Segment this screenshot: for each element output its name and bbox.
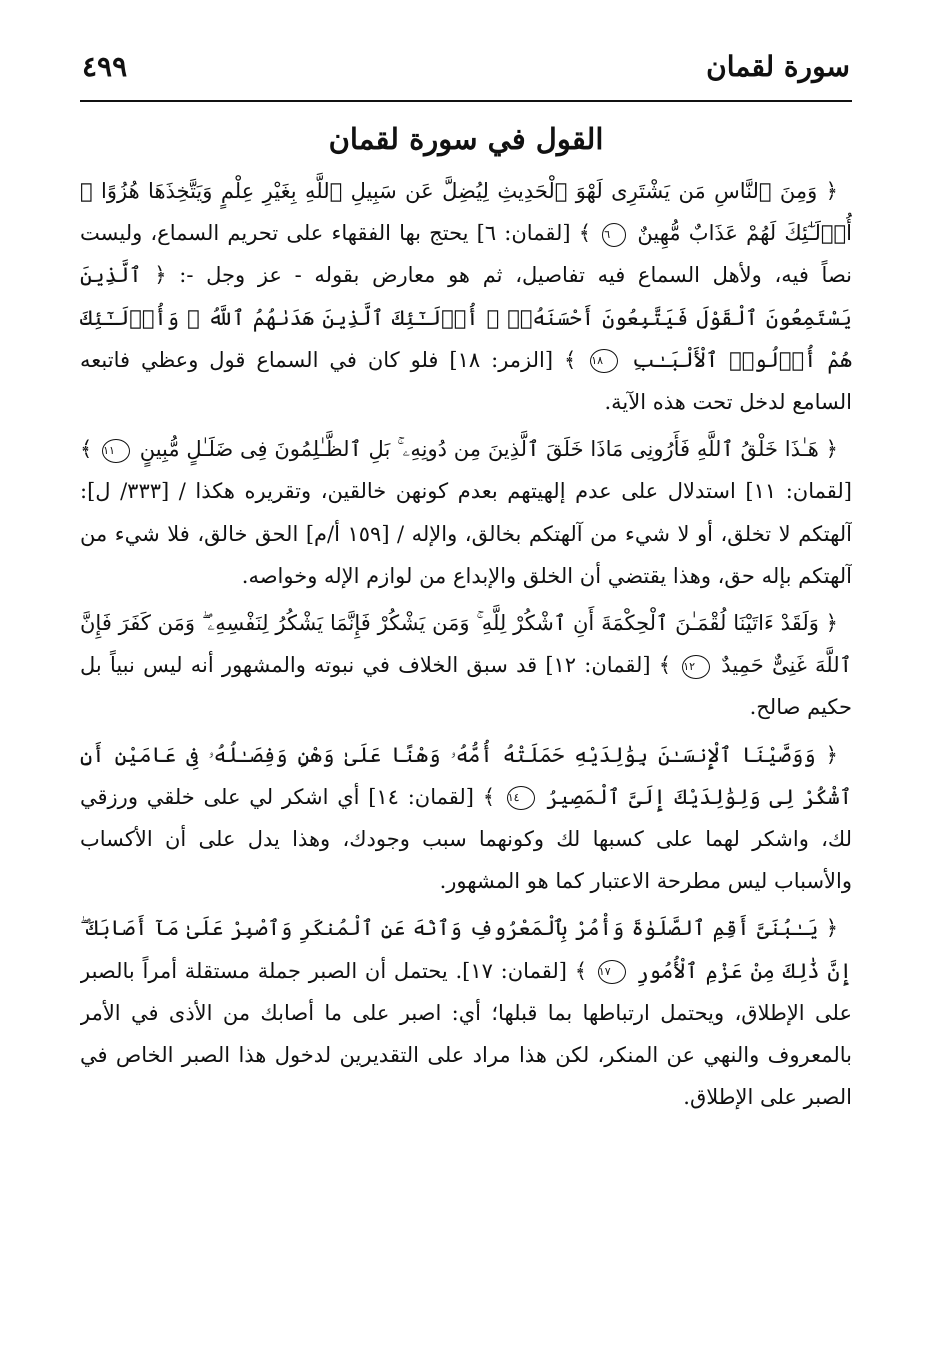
paragraph-4 [80,734,852,903]
quran-close-bracket: ﴾ [578,221,592,246]
quran-open-bracket: ﴿ [825,437,838,462]
quran-open-bracket: ﴿ [825,916,838,941]
commentary-text: يحتمل أن الصبر جملة مستقلة أمراً بالصبر على الإطلاق، ويحتمل ارتباطها بما قبلها؛ أي: اصبر على ما أصابك من الأذى في الأمر بالمعروف والنهي عن المنكر، لكن هذا مراد على التقديرين لدخول هذا الصبر الخاص في الصبر على الإطلاق. [80,958,852,1110]
quran-close-bracket: ﴾ [482,784,495,809]
quran-verse: ٱلَّذِينَ يَسْتَمِعُونَ ٱلْقَوْلَ فَيَتَّبِعُونَ أَحْسَنَهُۥٓ ۚ أُو۟لَـٰٓئِكَ ٱلَّذِينَ هَدَىٰهُمُ ٱللَّهُ ۖ وَأُو۟لَـٰٓئِكَ هُمْ أُو۟لُوا۟ ٱلْأَلْبَـٰبِ [80,263,852,372]
header-divider [80,100,852,102]
quran-open-bracket: ﴿ [825,742,838,767]
running-header-surah: سورة لقمان [706,50,850,83]
commentary-text: قد سبق الخلاف في نبوته والمشهور أنه ليس نبياً بل حكيم صالح. [80,653,852,720]
verse-reference: [لقمان: ١٧]. [455,958,567,983]
commentary-text: يحتج بها الفقهاء على تحريم السماع، وليست نصاً فيه، ولأهل السماع فيه تفاصيل، ثم هو معارض بقوله - عز وجل -: [80,221,852,288]
commentary-text: أي اشكر لي على خلقي ورزقي لك، واشكر لهما على كسبها لك وكونهما سبب وجودك، وهذا يدل على أن الأكساب والأسباب ليس مطرحة الاعتبار كما هو المشهور. [80,784,852,894]
aya-number-marker: ١١ [102,439,130,463]
quran-close-bracket: ﴾ [574,958,588,983]
aya-number-marker: ١٧ [598,960,626,984]
quran-open-bracket: ﴿ [825,179,838,203]
verse-reference: [لقمان: ٦] [476,221,571,246]
paragraph-3 [80,602,852,729]
aya-number-marker: ١٢ [682,655,710,679]
section-title: القول في سورة لقمان [328,122,604,156]
aya-number-marker: ١٨ [590,349,618,373]
quran-open-bracket: ﴿ [825,611,838,636]
aya-number-marker: ١٤ [507,786,535,810]
quran-verse: يَـٰبُنَىَّ أَقِمِ ٱلصَّلَوٰةَ وَأْمُرْ بِٱلْمَعْرُوفِ وَٱنْهَ عَنِ ٱلْمُنكَرِ وَٱصْبِرْ عَلَىٰ مَآ أَصَابَكَ ۖ إِنَّ ذَٰلِكَ مِنْ عَزْمِ ٱلْأُمُورِ [80,916,852,983]
commentary-text: استدلال على عدم إلهيتهم بعدم كونهن خالقين، وتقريره هكذا / [٣٣٣/ ل]: آلهتكم لا تخلق، أو لا شيء من آلهتكم بخالق، والإله / [١٥٩ أ/م] الحق خالق، فلا شيء من آلهتكم بإله حق، وهذا يقتضي أن الخلق والإبداع من لوازم الإله وخواصه. [80,479,852,588]
quran-verse: وَلَقَدْ ءَاتَيْنَا لُقْمَـٰنَ ٱلْحِكْمَةَ أَنِ ٱشْكُرْ لِلَّهِ ۚ وَمَن يَشْكُرْ فَإِنَّمَا يَشْكُرُ لِنَفْسِهِۦ ۖ وَمَن كَفَرَ فَإِنَّ ٱللَّهَ غَنِىٌّ حَمِيدٌ [80,611,852,678]
paragraph-5 [80,907,852,1118]
commentary-text: فلو كان في السماع قول وعظي فاتبعه السامع لدخل تحت هذه الآية. [80,347,852,415]
quran-close-bracket: ﴾ [564,347,577,372]
quran-verse: وَمِنَ ٱلنَّاسِ مَن يَشْتَرِى لَهْوَ ٱلْحَدِيثِ لِيُضِلَّ عَن سَبِيلِ ٱللَّهِ بِغَيْرِ عِلْمٍ وَيَتَّخِذَهَا هُزُوًا ۚ أُو۟لَـٰٓئِكَ لَهُمْ عَذَابٌ مُّهِينٌ [80,179,852,246]
verse-reference: [الزمر: ١٨] [449,347,554,372]
page-body [80,170,852,1320]
verse-reference: [لقمان: ١٢] [545,653,651,678]
quran-open-bracket: ﴿ [154,263,167,288]
aya-number-marker: ٦ [602,223,626,247]
paragraph-2 [80,428,852,597]
verse-reference: [لقمان: ١١] [745,479,852,504]
quran-close-bracket: ﴾ [80,437,93,462]
quran-verse: وَوَصَّيْنَا ٱلْإِنسَـٰنَ بِوَٰلِدَيْهِ حَمَلَتْهُ أُمُّهُۥ وَهْنًا عَلَىٰ وَهْنٍ وَفِصَـٰلُهُۥ فِى عَامَيْنِ أَنِ ٱشْكُرْ لِى وَلِوَٰلِدَيْكَ إِلَىَّ ٱلْمَصِيرُ [80,742,852,809]
verse-reference: [لقمان: ١٤] [368,784,474,809]
page-number: ٤٩٩ [82,50,128,83]
quran-verse: هَـٰذَا خَلْقُ ٱللَّهِ فَأَرُونِى مَاذَا خَلَقَ ٱلَّذِينَ مِن دُونِهِۦ ۚ بَلِ ٱلظَّـٰلِمُونَ فِى ضَلَـٰلٍ مُّبِينٍ [139,437,819,462]
paragraph-1 [80,170,852,423]
quran-close-bracket: ﴾ [658,653,672,678]
